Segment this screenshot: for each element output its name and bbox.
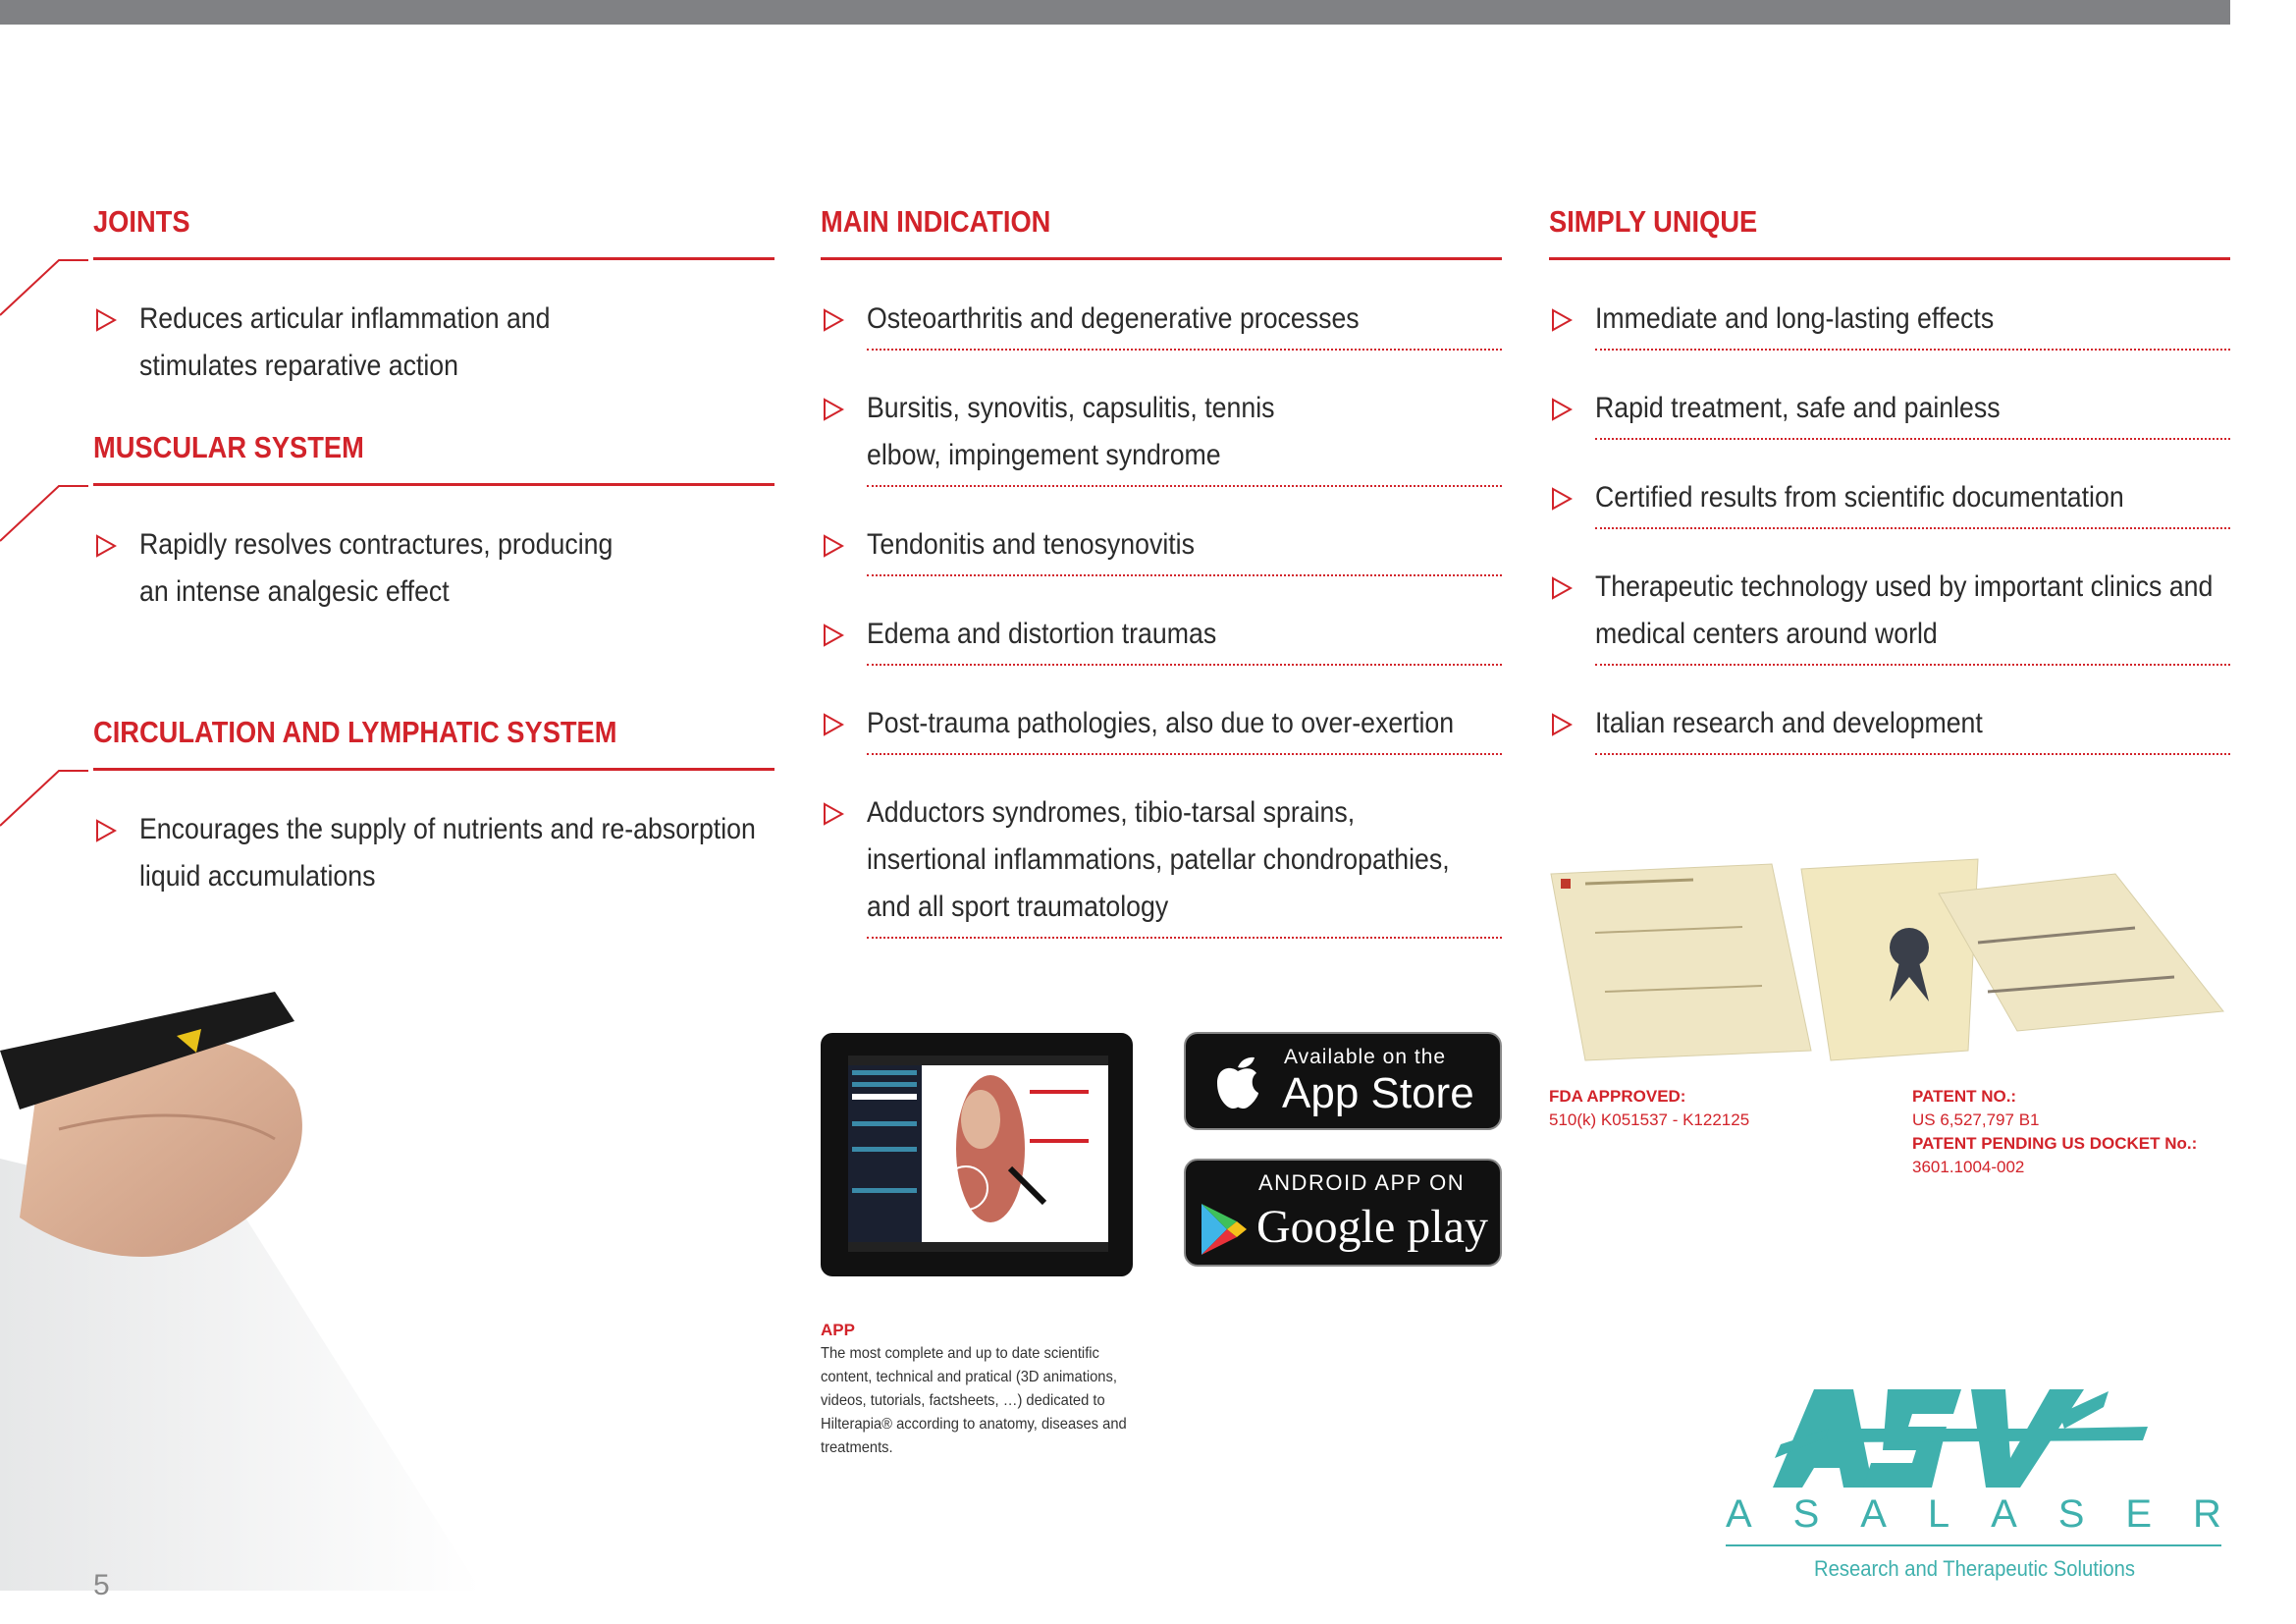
middle-column: [821, 201, 1502, 973]
wordmark-letter: A: [1991, 1492, 2017, 1536]
heading-rule: [93, 257, 774, 260]
dotted-divider: [1595, 664, 2230, 666]
section-heading: MUSCULAR SYSTEM: [93, 430, 364, 464]
item-text: Adductors syndromes, tibio-tarsal sprains, insertional inflammations, patellar chondropathies, and all sport traumatology: [867, 796, 1450, 923]
apple-icon: [1213, 1054, 1262, 1110]
dotted-divider: [1595, 753, 2230, 755]
fda-approval: [1549, 1085, 1749, 1132]
appstore-big-label: App Store: [1282, 1069, 1474, 1117]
heading-rule: [93, 483, 774, 486]
section-muscular: [93, 427, 774, 616]
dotted-divider: [867, 485, 1502, 487]
top-bar: [0, 0, 2230, 25]
list-item: [821, 611, 1502, 658]
triangle-bullet-icon: [1551, 713, 1573, 736]
dotted-divider: [867, 574, 1502, 576]
wordmark-letter: S: [2057, 1492, 2085, 1536]
item-text: Italian research and development: [1595, 707, 1983, 739]
item-text: Tendonitis and tenosynovitis: [867, 528, 1195, 561]
wordmark-letter: E: [2125, 1492, 2153, 1536]
triangle-bullet-icon: [823, 398, 844, 421]
pending-value: 3601.1004-002: [1912, 1158, 2025, 1176]
triangle-bullet-icon: [1551, 487, 1573, 511]
patent-info: [1912, 1085, 2197, 1179]
triangle-bullet-icon: [823, 713, 844, 736]
app-description: The most complete and up to date scientific content, technical and pratical (3D animations, videos, tutorials, factsheets, …) dedicated to Hilterapia® according to anatomy, diseases and treatments.: [821, 1345, 1127, 1456]
triangle-bullet-icon: [823, 534, 844, 558]
app-label: APP: [821, 1321, 855, 1339]
wordmark-letter: A: [1726, 1492, 1752, 1536]
dotted-divider: [867, 937, 1502, 939]
logo-tagline: Research and Therapeutic Solutions: [1814, 1556, 2136, 1581]
list-item: [821, 385, 1502, 479]
patent-value: US 6,527,797 B1: [1912, 1110, 2040, 1129]
item-text: Rapidly resolves contractures, producing an intense analgesic effect: [139, 528, 614, 608]
logo-wordmark: [1726, 1492, 2221, 1537]
triangle-bullet-icon: [823, 623, 844, 647]
fda-label: FDA APPROVED:: [1549, 1087, 1686, 1106]
section-circulation: [93, 712, 774, 900]
list-item: [93, 296, 774, 390]
item-text: Edema and distortion traumas: [867, 618, 1217, 650]
left-column: [93, 201, 774, 900]
logo-divider: [1726, 1544, 2221, 1546]
dotted-divider: [1595, 438, 2230, 440]
triangle-bullet-icon: [1551, 398, 1573, 421]
item-text: Certified results from scientific documentation: [1595, 481, 2124, 514]
triangle-bullet-icon: [1551, 576, 1573, 600]
triangle-bullet-icon: [95, 819, 117, 842]
list-item: [1549, 385, 2230, 432]
item-text: Immediate and long-lasting effects: [1595, 302, 1995, 335]
list-item: [821, 700, 1502, 747]
app-caption: [821, 1319, 1145, 1460]
angle-line: [0, 769, 88, 828]
triangle-bullet-icon: [823, 802, 844, 826]
wordmark-letter: A: [1860, 1492, 1887, 1536]
pending-label: PATENT PENDING US DOCKET No.:: [1912, 1134, 2198, 1153]
triangle-bullet-icon: [823, 308, 844, 332]
angle-line: [0, 258, 88, 317]
list-item: [821, 296, 1502, 343]
google-play-button[interactable]: [1184, 1159, 1502, 1267]
dotted-divider: [1595, 527, 2230, 529]
list-item: [1549, 700, 2230, 747]
triangle-bullet-icon: [95, 534, 117, 558]
item-text: Therapeutic technology used by important clinics and medical centers around world: [1595, 570, 2214, 650]
triangle-bullet-icon: [1551, 308, 1573, 332]
wordmark-letter: R: [2193, 1492, 2221, 1536]
item-text: Osteoarthritis and degenerative processes: [867, 302, 1360, 335]
section-heading: CIRCULATION AND LYMPHATIC SYSTEM: [93, 715, 617, 749]
dotted-divider: [867, 753, 1502, 755]
dotted-divider: [867, 349, 1502, 351]
list-item: [821, 789, 1502, 931]
section-heading: JOINTS: [93, 204, 190, 239]
item-text: Encourages the supply of nutrients and re-absorption liquid accumulations: [139, 813, 756, 893]
section-heading: MAIN INDICATION: [821, 204, 1051, 239]
google-small-label: ANDROID APP ON: [1258, 1170, 1466, 1195]
list-item: [1549, 296, 2230, 343]
list-item: [93, 521, 774, 616]
google-play-icon: [1200, 1202, 1249, 1257]
right-column: [1549, 201, 2230, 789]
wordmark-letter: L: [1927, 1492, 1950, 1536]
item-text: Post-trauma pathologies, also due to over-exertion: [867, 707, 1455, 739]
section-heading: SIMPLY UNIQUE: [1549, 204, 1758, 239]
wordmark-letter: S: [1792, 1492, 1820, 1536]
dotted-divider: [867, 664, 1502, 666]
heading-rule: [93, 768, 774, 771]
angle-line: [0, 484, 88, 543]
section-joints: [93, 201, 774, 390]
laser-handpiece-image: [0, 962, 491, 1591]
list-item: [821, 521, 1502, 568]
page-number: 5: [93, 1569, 110, 1601]
appstore-small-label: Available on the: [1284, 1046, 1447, 1068]
dotted-divider: [1595, 349, 2230, 351]
tablet-app-screenshot: [819, 1031, 1143, 1281]
app-store-button[interactable]: [1184, 1032, 1502, 1130]
triangle-bullet-icon: [95, 308, 117, 332]
certificates-image: [1546, 854, 2233, 1070]
list-item: [1549, 564, 2230, 658]
item-text: Reduces articular inflammation and stimulates reparative action: [139, 302, 551, 382]
item-text: Rapid treatment, safe and painless: [1595, 392, 2001, 424]
item-text: Bursitis, synovitis, capsulitis, tennis elbow, impingement syndrome: [867, 392, 1275, 471]
patent-label: PATENT NO.:: [1912, 1087, 2017, 1106]
list-item: [93, 806, 774, 900]
google-big-label: Google play: [1256, 1201, 1488, 1253]
fda-value: 510(k) K051537 - K122125: [1549, 1110, 1750, 1129]
list-item: [1549, 474, 2230, 521]
